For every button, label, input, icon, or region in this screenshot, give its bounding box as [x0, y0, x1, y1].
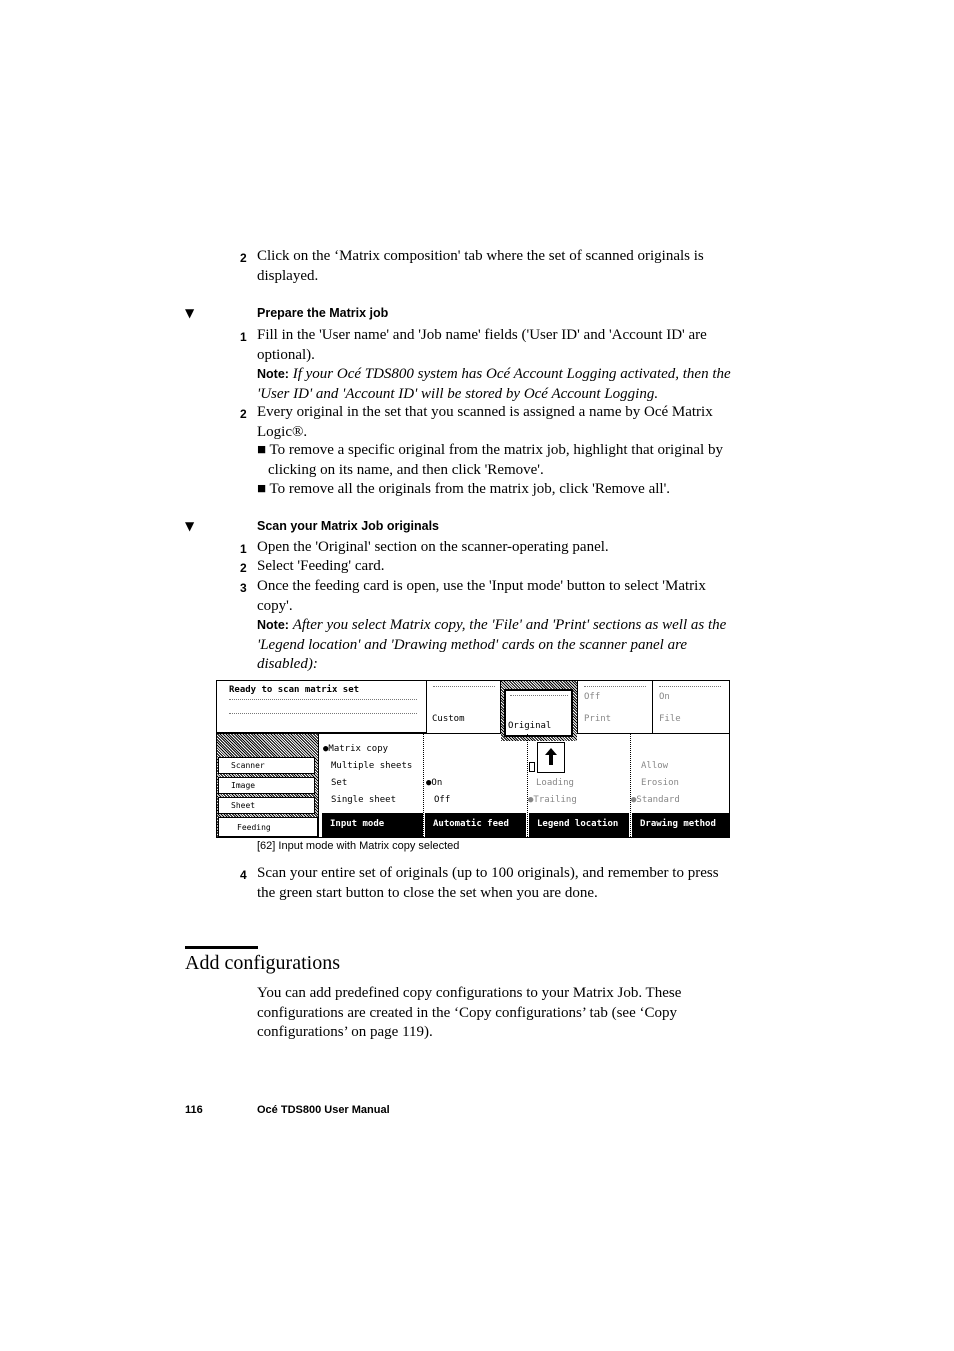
- automatic-feed-button[interactable]: Automatic feed: [425, 813, 526, 837]
- step-number: 1: [240, 330, 247, 344]
- step-text: Open the 'Original' section on the scanner-operating panel.: [257, 539, 609, 555]
- drawing-method-button: Drawing method: [632, 813, 730, 837]
- section-custom[interactable]: [427, 681, 501, 733]
- section-heading: Prepare the Matrix job: [257, 306, 389, 320]
- step-text: Click on the ‘Matrix composition' tab where the set of scanned originals is displayed.: [257, 248, 704, 284]
- option-erosion: Erosion: [641, 778, 679, 788]
- section-heading: Scan your Matrix Job originals: [257, 519, 439, 533]
- step-text: Every original in the set that you scanned is assigned a name by Océ Matrix Logic®.: [257, 404, 713, 440]
- step-number: 1: [240, 542, 247, 556]
- option-single-sheet[interactable]: Single sheet: [331, 795, 397, 805]
- section-print: [577, 681, 653, 733]
- note-label: Note:: [257, 367, 289, 381]
- step-text: Select 'Feeding' card.: [257, 558, 385, 574]
- section-state: On: [659, 692, 670, 702]
- radio-dot-icon: ●: [426, 778, 432, 788]
- step-text-main: Fill in the 'User name' and 'Job name' fields ('User ID' and 'Account ID' are optional).: [257, 327, 707, 363]
- triangle-icon: ▼: [185, 306, 195, 320]
- page-number: 116: [185, 1104, 203, 1116]
- scanner-panel: [216, 680, 730, 838]
- status-text: Ready to scan matrix set: [229, 685, 360, 695]
- radio-dot-icon: ●: [631, 795, 637, 805]
- option-standard: ●Standard: [631, 795, 680, 805]
- step-number: 2: [240, 407, 247, 421]
- tab-panel: [217, 734, 318, 838]
- section-label: File: [659, 714, 681, 724]
- step-text-main: Once the feeding card is open, use the 'Input mode' button to select 'Matrix copy'.: [257, 578, 706, 614]
- step-number: 2: [240, 561, 247, 575]
- bullet-item: ■ To remove all the originals from the matrix job, click 'Remove all'.: [257, 481, 671, 497]
- option-trailing: ●Trailing: [528, 795, 577, 805]
- radio-dot-icon: ●: [528, 795, 534, 805]
- option-set[interactable]: Set: [331, 778, 348, 788]
- tab-image[interactable]: Image: [218, 777, 315, 794]
- step-text: [257, 577, 732, 675]
- step-text: [257, 326, 732, 404]
- section-label: Custom: [432, 714, 465, 724]
- bullet-item: ■ To remove a specific original from the matrix job, highlight that original by clicking on its name, and then click 'Remove'.: [257, 442, 723, 478]
- heading-rule: [185, 946, 258, 949]
- step-number: 2: [240, 251, 247, 265]
- tab-feeding[interactable]: Feeding: [218, 817, 318, 837]
- section-state: Off: [584, 692, 601, 702]
- section-label: Print: [584, 714, 612, 724]
- option-allow: Allow: [641, 761, 669, 771]
- section-paragraph: You can add predefined copy configurations to your Matrix Job. These configurations are created in the ‘Copy configurations’ tab (see ‘Copy configurations’ on page 119).: [257, 985, 682, 1040]
- section-file: [653, 681, 729, 733]
- step-text: Scan your entire set of originals (up to 100 originals), and remember to press the green start button to close the set when you are done.: [257, 865, 719, 901]
- status-box: [217, 681, 427, 733]
- tab-sheet[interactable]: Sheet: [218, 797, 315, 814]
- note-label: Note:: [257, 618, 289, 632]
- up-arrow-icon: [537, 742, 565, 773]
- tab-scanner[interactable]: Scanner: [218, 757, 315, 774]
- option-on[interactable]: ●On: [426, 778, 443, 788]
- footer-title: Océ TDS800 User Manual: [257, 1104, 390, 1116]
- figure-caption: [62] Input mode with Matrix copy selected: [257, 840, 460, 852]
- legend-location-button: Legend location: [529, 813, 629, 837]
- section-label: Original: [508, 721, 552, 731]
- section-original[interactable]: [501, 681, 577, 741]
- document-icon: [529, 762, 535, 772]
- radio-dot-icon: ●: [323, 744, 329, 754]
- option-loading: Loading: [536, 778, 574, 788]
- option-off[interactable]: Off: [434, 795, 451, 805]
- option-multiple-sheets[interactable]: Multiple sheets: [331, 761, 413, 771]
- step-number: 4: [240, 868, 247, 882]
- step-number: 3: [240, 581, 247, 595]
- note-text: After you select Matrix copy, the 'File' and 'Print' sections as well as the 'Legend location' and 'Drawing method' cards on the scanner panel are disabled):: [257, 617, 727, 672]
- section-title: Add configurations: [185, 952, 340, 974]
- note-text: If your Océ TDS800 system has Océ Account Logging activated, then the 'User ID' and 'Account ID' will be stored by Océ Account Logging.: [257, 366, 731, 402]
- option-matrix-copy[interactable]: ●Matrix copy: [323, 744, 389, 754]
- triangle-icon: ▼: [185, 519, 195, 533]
- input-mode-button[interactable]: Input mode: [322, 813, 423, 837]
